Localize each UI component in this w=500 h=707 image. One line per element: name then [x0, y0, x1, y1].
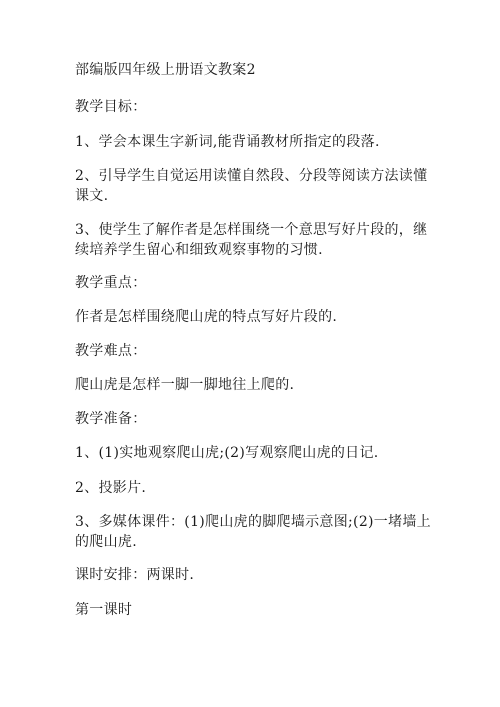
key-point: 作者是怎样围绕爬山虎的特点写好片段的. [75, 309, 338, 325]
preparation-heading: 教学准备： [75, 411, 147, 427]
difficulty: 爬山虎是怎样一脚一脚地往上爬的. [75, 377, 295, 393]
first-lesson-heading: 第一课时 [75, 602, 133, 618]
objective-3: 3、使学生了解作者是怎样围绕一个意思写好片段的，继续培养学生留心和细致观察事物的习惯. [75, 222, 428, 258]
key-point-heading: 教学重点： [75, 275, 147, 291]
preparation-2: 2、投影片. [75, 480, 147, 496]
difficulty-heading: 教学难点： [75, 343, 147, 359]
document-title: 部编版四年级上册语文教案2 [75, 62, 256, 78]
objectives-heading: 教学目标： [75, 99, 147, 115]
preparation-1: 1、(1)实地观察爬山虎;(2)写观察爬山虎的日记. [75, 445, 379, 461]
objective-1: 1、学会本课生字新词,能背诵教材所指定的段落. [75, 134, 380, 150]
preparation-3: 3、多媒体课件：(1)爬山虎的脚爬墙示意图;(2)一堵墙上的爬山虎. [75, 514, 431, 550]
schedule: 课时安排：两课时. [75, 567, 195, 583]
objective-2: 2、引导学生自觉运用读懂自然段、分段等阅读方法读懂课文. [75, 168, 428, 204]
